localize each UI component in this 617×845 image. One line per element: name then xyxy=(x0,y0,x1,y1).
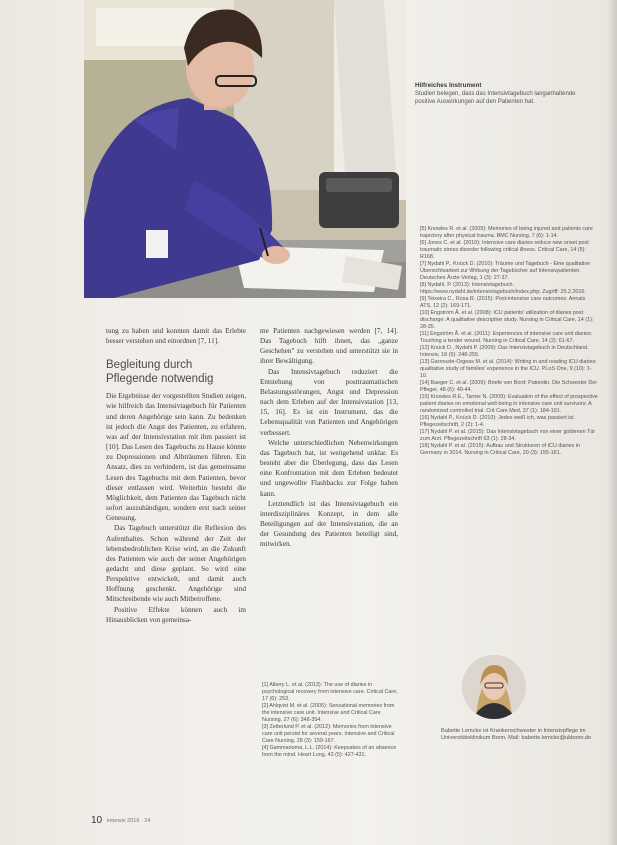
page-edge-shadow xyxy=(607,0,617,845)
column1-paragraph-2: Das Tagebuch unterstützt die Reflexion des Aufenthaltes. Schon während der Zeit der lebensbedrohlichen Krise wird, an die Zukunft des Patienten wie auch der seiner Angehörigen gedacht und diese geplant. So wird eine Perspektive entwickelt, und damit auch Hoffnung geschenkt. Angehörige sind Mitschreibende wie auch Mitbetroffene. xyxy=(106,524,246,604)
reference-item: [13] Garrouste-Orgeas M. et al. (2014): Writing in and reading ICU diaries: qualitative study of families' experience in the ICU. PLoS One, 9 (10): 1-10. xyxy=(420,359,597,379)
caption-title: Hilfreiches Instrument xyxy=(415,82,482,89)
text-column-2 xyxy=(260,326,398,549)
reference-item: [5] Knowles R. et al. (2009): Memories of being injured and patients care trajectory after physical trauma. BMC Nursing, 7 (6): 1-14. xyxy=(420,226,593,239)
column2-paragraph-1: me Patienten nachgewiesen werden [7, 14]. Das Tagebuch hilft ihnen, das „ganze Geschehen" zu verstehen und unterstützt sie in ihrer Bewältigung. xyxy=(260,327,398,366)
nurse-writing-photo xyxy=(84,0,406,298)
reference-item: [1] Albery L. et al. (2013): The use of diaries in psychological recovery from intensive care. Critical Care, 17 (6): 253. xyxy=(262,682,398,702)
caption-text: Studien belegen, dass das Intensivtagebuch langanhaltende positive Auswirkungen auf den Patienten hat. xyxy=(415,91,576,106)
section-heading-line-1: Begleitung durch xyxy=(106,359,193,372)
page-footer xyxy=(91,815,411,829)
column1-paragraph-3: Positive Effekte können auch im Hinausblicken von gemeinsa- xyxy=(106,605,246,624)
reference-item: [12] Knück D., Nydahl P. (2009): Das Intensivtagebuch in Deutschland. Intensiv, 18 (5): 248-255. xyxy=(420,345,589,358)
photo-caption xyxy=(415,82,595,107)
page-number: 10 xyxy=(91,815,103,826)
column2-paragraph-2: Das Intensivtagebuch reduziert die Entstehung von posttraumatischen Belastungsstörungen, Angst und Depression nach dem Erleben auf der Intensivstation [13, 15, 16]. Es ist ein Instrument, das die Lebensqualität von Patienten und Angehörigen verbessert. xyxy=(260,367,398,437)
photo-illustration xyxy=(84,0,406,298)
reference-item: [14] Baeger C. et al. (2009): Briefe von Bord: Patientin. Die Schwester Der Pfleger, 48 (6): 40-44. xyxy=(420,380,598,393)
author-caption: Babette Lemcke ist Krankenschwester in Intensivpflege im Universitätsklinikum Bonn. Mail: babette.lemcke@ukbonn.de xyxy=(441,728,592,742)
reference-item: [16] Nydahl P., Knück D. (2010): Jedes weiß ich, was passiert ist. Pflegezeitschrift, 2 (2): 1-4. xyxy=(420,415,576,428)
reference-item: [11] Engström Å. et al. (2011): Experiences of intensive care unit diaries: Touching a tender wound. Nursing in Critical Care, 14 (2): 61-67. xyxy=(420,331,593,344)
reference-item: [18] Nydahl P. et al. (2015): Aufbau und Strukturen of ICU diaries in Germany in 2014. Nursing in Critical Care, 20 (3): 155-161. xyxy=(420,443,580,456)
author-portrait-illustration xyxy=(462,655,526,719)
references-left xyxy=(262,682,402,759)
reference-item: [4] Gammanoma, L.L. (2014): Keepsakes of an absence from the mind. Heart Lung, 43 (5): 427-431. xyxy=(262,745,397,758)
reference-item: [2] Ahlqvist M. et al. (2005): Sensational memories from the intensive care unit. Intensive and Critical Care Nursing, 27 (6): 348-354. xyxy=(262,703,395,723)
reference-item: [8] Nydahl, P. (2013): Intensivtagebuch. https://www.nydahl.de/intensivtagebuch/index.php; Zugriff: 25.2.2016. xyxy=(420,282,586,295)
references-right xyxy=(420,226,598,457)
journal-name: intensiv 2016 · 24 xyxy=(107,818,151,824)
reference-item: [7] Nydahl P., Knück D. (2010): Träume und Tagebuch - Eine qualitative Übersichtsarbeit zur Wirkung der Tagebücher auf Intensivpatienten. Deutsches Ärzte-Verlag, 1 (3): 27-37. xyxy=(420,261,591,281)
reference-item: [10] Engström Å. et al. (2008): ICU patients' utilization of diaries post discharge: A qualitative descriptive study. Nursing in Critical Care, 14 (1): 28-35. xyxy=(420,310,594,330)
reference-item: [17] Nydahl P. et al. (2015): Das Intensivtagebuch von einer goldenen Tür zum Arzt. Pflegezeitschrift 63 (1): 28-34. xyxy=(420,429,596,442)
text-column-1 xyxy=(106,326,246,625)
column1-paragraph-1: Die Ergebnisse der vorgestellten Studien zeigen, wie hilfreich das Intensivtagebuch für Patienten und deren Angehörige sein kann. Zu bedenken ist jedoch die Angst des Patienten, zu erfahren, was auf der Intensivstation mit ihm passiert ist [10]. Das Lesen des Tagebuchs zu Hause könnte zu Depressionen und Albträumen führen. Ein Ansatz, dies zu verhindern, ist das gemeinsame Lesen des Tagebuchs mit dem Patienten, bevor dieser entlassen wird. Weiterhin besteht die Möglichkeit, dem Patienten das Tagebuch nicht sofort auszuhändigen, sondern erst nach seiner Genesung. xyxy=(106,392,246,523)
top-paragraph: tung zu haben und konnten damit das Erlebte besser verstehen und einordnen [7, 11]. xyxy=(106,327,246,346)
section-heading-line-2: Pflegende notwendig xyxy=(106,373,214,386)
column2-paragraph-3: Welche unterschiedlichen Nebenwirkungen das Tagebuch hat, ist weitgehend unklar. Es besteht aber die Überlegung, dass das Lesen eine Konfrontation mit dem Erleben bedeutet und ungewollte Flashbacks zur Folge haben kann. xyxy=(260,438,398,498)
author-portrait xyxy=(462,655,526,719)
reference-item: [3] Zetterlund P. et al. (2012): Memories from intensive care unit persist for several years. Intensive and Critical Care Nursing, 28 (3): 159-167. xyxy=(262,724,395,744)
reference-item: [15] Knowles R.E., Tarrier N. (2009): Evaluation of the effect of prospective patient diaries on emotional well-being in intensive care unit survivors: A randomized controlled trial. Crit Care Med, 37 (1): 184-191. xyxy=(420,394,598,414)
reference-item: [6] Jones C. et al. (2010): Intensive care diaries reduce new onset post traumatic stress disorder following critical illness. Critical Care, 14 (5): R168. xyxy=(420,240,589,260)
column2-paragraph-4: Letztendlich ist das Intensivtagebuch ein interdisziplinäres Konzept, in dem alle Beteiligungen auf der Intensivstation, die an der Gesundung des Patienten beteiligt sind, mitwirken. xyxy=(260,499,398,549)
reference-item: [9] Teixeira C., Rosa R. (2015): Post-intensive care outcomes. Annals ATS, 12 (2): 169-171. xyxy=(420,296,586,309)
